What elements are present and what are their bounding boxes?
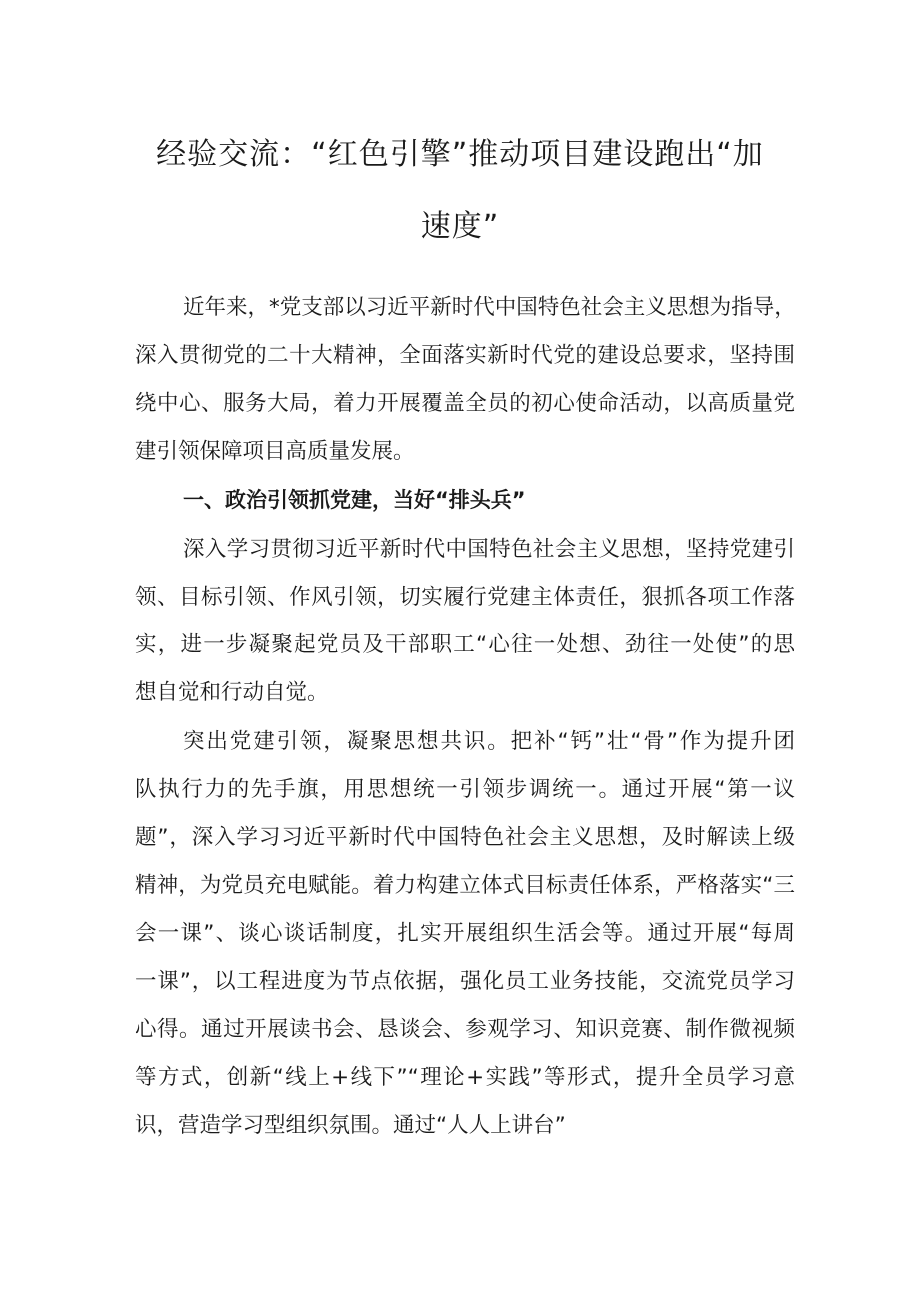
paragraph-line: 队执行力的先手旗，用思想统一引领步调统一。通过开展“第一议 [135,777,795,802]
paragraph-line: 突出党建引领，凝聚思想共识。把补“钙”壮“骨”作为提升团 [183,729,795,754]
paragraph-line: 深入贯彻党的二十大精神，全面落实新时代党的建设总要求，坚持围 [135,343,795,368]
paragraph-line: 一课”，以工程进度为节点依据，强化员工业务技能，交流党员学习 [135,969,795,994]
paragraph-line: 近年来，*党支部以习近平新时代中国特色社会主义思想为指导， [183,295,796,320]
document-title-line-2: 速度” [420,209,500,244]
paragraph-line: 等方式，创新“线上+线下”“理论+实践”等形式，提升全员学习意 [135,1065,795,1090]
paragraph-line: 精神，为党员充电赋能。着力构建立体式目标责任体系，严格落实“三 [135,873,795,898]
paragraph-line: 题”，深入学习习近平新时代中国特色社会主义思想，及时解读上级 [135,825,795,850]
paragraph-line: 会一课”、谈心谈话制度，扎实开展组织生活会等。通过开展“每周 [135,921,795,946]
paragraph-line: 深入学习贯彻习近平新时代中国特色社会主义思想，坚持党建引 [183,537,795,562]
document-title-line-1: 经验交流：“红色引擎”推动项目建设跑出“加 [156,137,764,172]
paragraph-line: 识，营造学习型组织氛围。通过“人人上讲台” [135,1113,566,1138]
section-heading: 一、政治引领抓党建，当好“排头兵” [183,488,526,512]
paragraph-line: 实，进一步凝聚起党员及干部职工“心往一处想、劲往一处使”的思 [135,632,795,657]
paragraph-line: 建引领保障项目高质量发展。 [135,439,415,464]
paragraph-line: 领、目标引领、作风引领，切实履行党建主体责任，狠抓各项工作落 [135,585,795,610]
paragraph-line: 心得。通过开展读书会、恳谈会、参观学习、知识竞赛、制作微视频 [135,1017,795,1042]
paragraph-line: 绕中心、服务大局，着力开展覆盖全员的初心使命活动，以高质量党 [135,391,795,416]
paragraph-line: 想自觉和行动自觉。 [135,680,329,705]
